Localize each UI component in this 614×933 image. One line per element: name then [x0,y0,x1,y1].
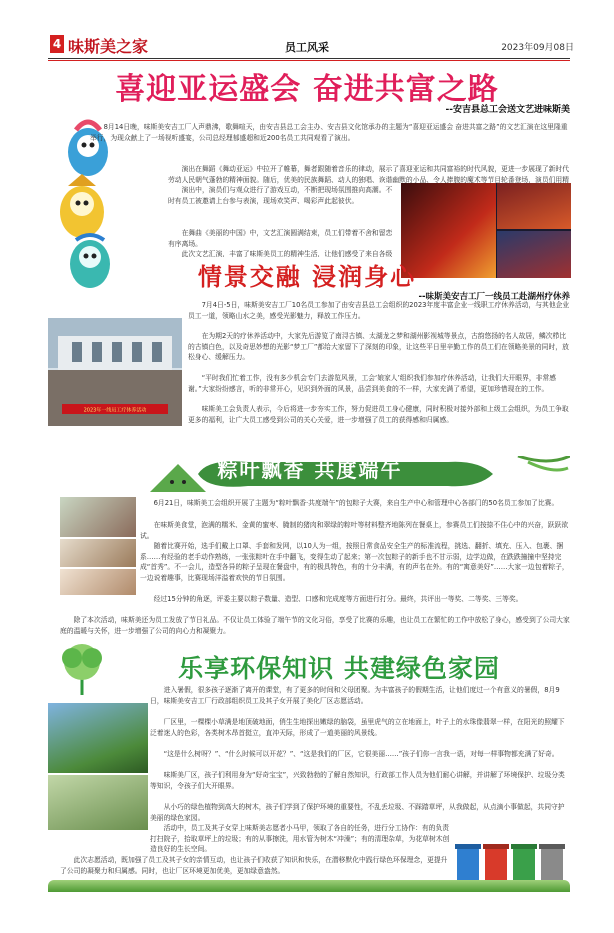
dumpling-photo-2 [60,539,136,567]
performance-photo-dance [497,183,571,229]
article4-paragraph: 活动中，员工及其子女穿上味斯美志愿者小马甲，领取了各自的任务，进行分工协作：有的负责打扫院子，拾取草坪上的垃圾；有的从事擦洗，用水管为树木“冲澡”；有的清理杂草，为花草树木创造良好的生长空间。 [150,824,450,853]
header-rule-accent [48,60,570,61]
article4-paragraph: 从小巧的绿色植物到高大的树木，孩子们学到了保护环境的重要性，不乱丢垃圾、不踩踏草坪，从我做起，从点滴小事做起，共同守护美丽的绿色家园。 [150,803,565,822]
article1-paragraph: 演出中，演员们与观众进行了游戏互动，不断把现场氛围推向高潮。不时有员工被邀请上台参与表演，现场欢笑声、喝彩声此起彼伏。 [168,186,393,205]
article3-paragraph: 在味斯美食堂，泡满的糯米、金黄的蜜枣、腌制的猪肉和翠绿的粽叶等材料整齐地陈列在餐桌上，参赛员工们按捺不住心中的兴奋，跃跃欲试。 [140,521,569,540]
article3-paragraph: 经过15分钟的角逐，评委主要以粽子数量、造型、口感和完成度等方面进行打分。最终，共评出一等奖、二等奖、三等奖。 [153,595,523,603]
article2-byline: --味斯美安吉工厂一线员工赴湖州疗休养 [418,292,570,302]
article4-paragraph: 味斯美厂区，孩子们利用身为“好奇宝宝”，兴致勃勃的了解自然知识，行政部工作人员为他们耐心讲解，并讲解了环境保护、垃圾分类等知识，令孩子们大开眼界。 [150,771,565,790]
issue-date: 2023年09月08日 [501,43,574,53]
dumpling-photo-3 [60,569,136,595]
section-title: 员工风采 [285,41,329,54]
article3-title: 粽叶飘香 共度端午 [217,458,403,482]
article2-title: 情景交融 浸润身心 [197,262,417,291]
article2-paragraph: 7月4日-5日，味斯美安吉工厂10名员工参加了由安吉县总工会组织的2023年度丰富企业一线职工疗休养活动，与其他企业员工一道，领略山水之美，感受光影魅力，释放工作压力。 [188,301,570,320]
article4-paragraph: 此次志愿活动，既加强了员工及其子女的亲情互动，也让孩子们收获了知识和快乐，在潜移默化中践行绿色环保理念，更提升了公司的凝聚力和归属感。同时，也让厂区环境更加优美，更加绿意盎然。 [60,856,448,875]
grass-decoration [48,880,570,892]
article3-paragraph: 6月21日，味斯美工会组织开展了主题为“粽叶飘香·共度端午”的包粽子大赛，来自生产中心和管理中心各部门的50名员工参加了比赛。 [153,499,559,507]
banner-caption: 2023年一线员工疗休养活动 [83,407,147,414]
page-header [0,0,614,64]
article4-title: 乐享环保知识 共建绿色家园 [178,654,500,683]
eco-tree-icon [52,640,112,700]
article2-paragraph-end: 味斯美工会负责人表示，今后将进一步夯实工作，努力促进员工身心健康，同时积极对接外部和上级工会组织，为员工争取更多的福利，让广大员工感受到公司的关心关爱，进一步增强了员工的获得感和归属感。 [188,405,569,424]
garden-photo [48,703,148,773]
page-number: 4 [50,35,64,53]
bamboo-leaves-icon [518,456,570,470]
article4-paragraph: 进入暑假，很多孩子逐渐了离开的课堂，有了更多的时间和父母团聚。为丰富孩子的假期生活，让他们度过一个有意义的暑假，8月9日，味斯美安吉工厂行政部组织员工及其子女开展了美化厂区志愿活动。 [150,686,560,705]
article3-paragraph: 随着比赛开始，选手们戴上口罩、手套和发网，以10人为一组，按照日常食品安全生产的标准流程，挑选、翻折、填充、压入、包裹、捆系……有经验的老手动作熟练，一张张粽叶在手中翻飞，变得生动了起来；第一次包粽子的新手也不甘示弱，边学边做，在跌跌撞撞中坚持完成“首秀”。不一会儿，造型各异的粽子呈现在餐盘中，有的极具特色，有的十分丰满，有的声名在外。有的“寓意美好”……大家一边包着粽子，一边说着趣事，比赛现场洋溢着欢快的节日氛围。 [140,542,569,582]
article2-paragraph: “平时我们忙着工作，没有多少机会专门去游览风景，工会‘娘家人’组织我们参加疗休养活动，让我们大开眼界，非常感谢。”大家纷纷感言，听的非常开心，见识到外面的风景，品尝到美食的不一样，大家充满了希望，更加珍惜现在的工作。 [188,374,557,393]
zongzi-mascot-icon [150,464,206,492]
article2-paragraph: 在为期2天的疗休养活动中，大家先后游览了南浔古镇、太湖龙之梦和湖州影视城等景点，古韵悠扬的名人故居，鳞次栉比的古镇白色，以及奇思妙想的光影“梦工厂”都给大家留下了深刻的印象，让这些平日里辛勤工作的员工们在领略美景的同时，放松身心、缓解压力。 [188,332,569,361]
brand-title: 味斯美之家 [68,37,149,56]
article1-paragraph: 演出在舞蹈《舞动亚运》中拉开了帷幕，舞者跟随着音乐的律动，展示了喜迎亚运和共同富裕的时代风貌，更进一步展现了新时代劳动人民朝气蓬勃的精神面貌。随后，优美的民族舞蹈、动人的独唱、诙谐幽默的小品、令人捧腹的魔术等节目轮番登场，演员们用精 [168,165,570,184]
article4-paragraph: “这是什么树呀？”、“什么时候可以开花？”、“这是我们的厂区，它很美丽……”孩子们你一言我一语，对每一样事物都充满了好奇。 [163,750,559,758]
article1-title: 喜迎亚运盛会 奋进共富之路 [115,72,499,107]
article1-byline: --安吉县总工会送文艺进味斯美 [445,105,570,115]
article4-paragraph: 厂区里，一棵棵小草满是地顶破地面，俏生生地探出嫩绿的脑袋，虽里虎气的立在地面上，叶子上的水珠像翡翠一样，在阳光的照耀下泛着迷人的色彩，各类树木昂首挺立，直冲天际，形成了一道美丽的风景线。 [150,718,565,737]
children-photo [48,775,148,830]
article1-paragraph: 此次文艺汇演，丰富了味斯美员工的精神生活，让他们感受了来自各级 [181,250,393,257]
article1-paragraph: 在舞曲《美丽的中国》中，文艺汇演圆满结束，员工们带着不舍和留恋有序离场。 [168,229,393,248]
article1-paragraph: 8月14日晚，味斯美安吉工厂人声鼎沸，歌舞喧天，由安吉县总工会主办、安吉县文化馆承办的主题为“喜迎亚运盛会 奋进共富之路”的文艺汇演在这里隆重举行，为现众献上了一场视听盛宴，公司总经理郁盛超和近200名员工共同观看了演出。 [90,123,568,142]
group-photo-image [48,318,182,426]
dumpling-photo-1 [60,497,136,537]
header-rule [48,58,570,59]
article3-paragraph: 除了本次活动，味斯美还为员工发放了节日礼品。不仅让员工体验了端午节的文化习俗，享受了比赛的乐趣，也让员工在繁忙的工作中放松了身心，感受到了公司大家庭的温暖与关怀，进一步增强了公司的向心力和凝聚力。 [60,616,570,635]
